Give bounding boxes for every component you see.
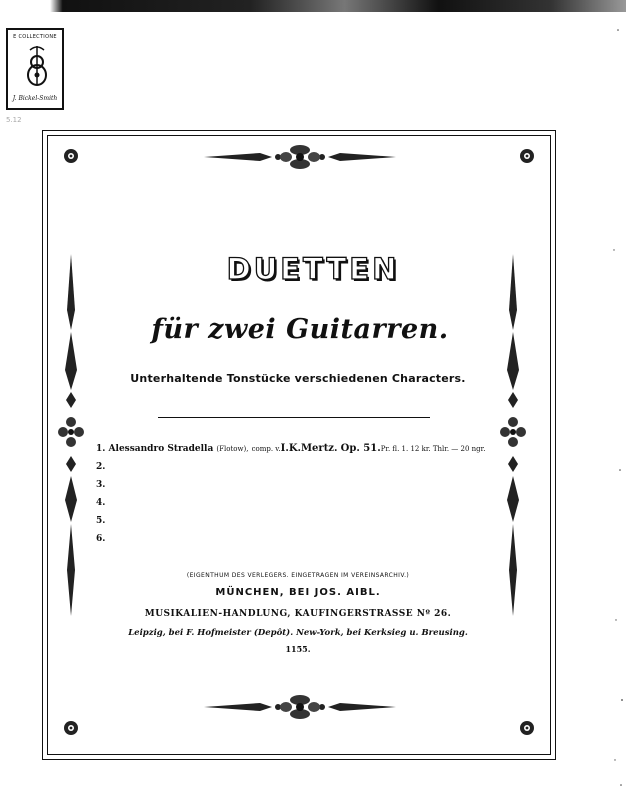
item-number: 6.	[96, 534, 106, 544]
scan-speckle-marks	[596, 0, 626, 800]
corner-rosette-top-right-icon	[519, 148, 535, 164]
item-title: Alessandro Stradella	[108, 444, 214, 454]
duet-list	[96, 440, 485, 548]
corner-rosette-top-left-icon	[63, 148, 79, 164]
item-opus: Op. 51.	[340, 443, 381, 454]
collector-stamp	[6, 28, 64, 110]
item-price: Pr. fl. 1. 12 kr. Thlr. — 20 ngr.	[380, 445, 486, 453]
right-side-ornament-icon	[498, 250, 528, 620]
item-composer: I.K.Mertz.	[280, 443, 338, 454]
imprint-rights: (EIGENTHUM DES VERLEGERS. EINGETRAGEN IM VEREINSARCHIV.)	[186, 572, 410, 579]
imprint-plate-number: 1155.	[285, 644, 311, 654]
list-item	[96, 440, 485, 458]
top-center-ornament-icon	[200, 142, 400, 172]
corner-rosette-bottom-right-icon	[519, 720, 535, 736]
stamp-top-text: E COLLECTIONE	[13, 34, 57, 40]
item-number: 1.	[96, 444, 106, 454]
item-number: 5.	[96, 516, 106, 526]
item-number: 3.	[96, 480, 106, 490]
list-item	[96, 458, 485, 476]
bottom-center-ornament-icon	[200, 692, 400, 722]
list-item	[96, 494, 485, 512]
guitar-emblem-icon	[25, 44, 49, 88]
list-item	[96, 476, 485, 494]
page-tagline: Unterhaltende Tonstücke verschiedenen Characters.	[130, 372, 466, 385]
imprint-agents: Leipzig, bei F. Hofmeister (Depôt). New-York, bei Kerksieg u. Breusing.	[128, 628, 468, 638]
divider-rule	[158, 417, 430, 418]
page-title: DUETTEN	[226, 252, 400, 286]
page-subtitle: für zwei Guitarren.	[151, 314, 449, 345]
imprint-publisher: MÜNCHEN, BEI JOS. AIBL.	[215, 587, 381, 598]
item-number: 4.	[96, 498, 106, 508]
item-arranger: (Flotow),	[216, 445, 249, 453]
item-comp-prefix: comp. v.	[251, 445, 281, 453]
imprint-address: MUSIKALIEN-HANDLUNG, KAUFINGERSTRASSE Nº 26.	[144, 609, 452, 619]
scan-top-edge	[0, 0, 626, 12]
corner-rosette-bottom-left-icon	[63, 720, 79, 736]
list-item	[96, 530, 485, 548]
stamp-owner-name: J. Bickel-Smith	[12, 95, 58, 102]
left-side-ornament-icon	[56, 250, 86, 620]
item-number: 2.	[96, 462, 106, 472]
stamp-note: 5.12	[6, 116, 22, 124]
list-item	[96, 512, 485, 530]
